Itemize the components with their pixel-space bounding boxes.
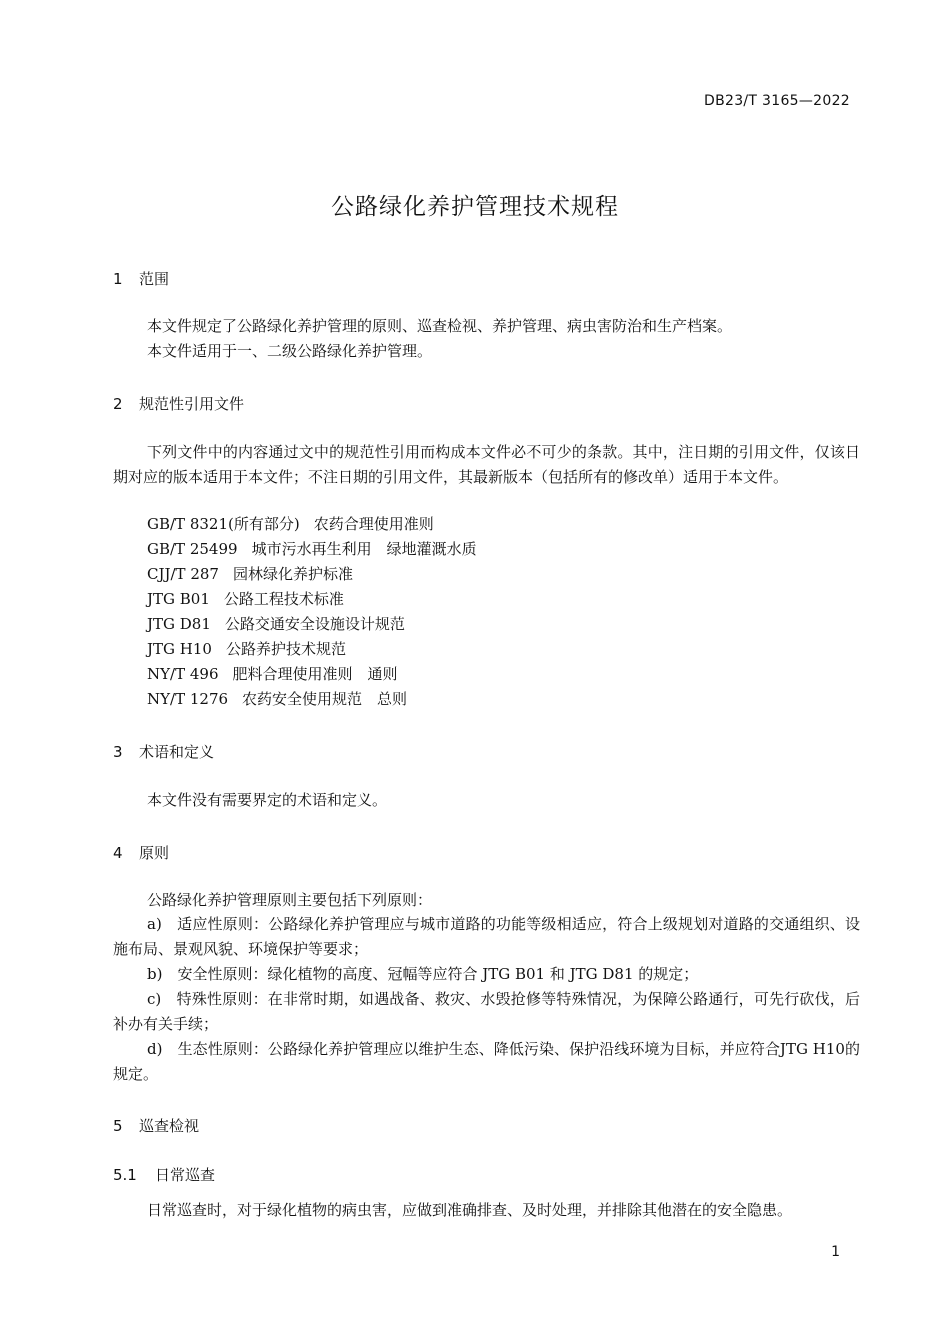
document-code: DB23/T 3165—2022 [704,93,850,109]
section-number: 2 [113,395,123,413]
section-title: 原则 [139,844,170,862]
reference-code: JTG B01 [147,590,210,608]
reference-list [147,512,477,712]
section-5-1-heading [113,1164,215,1185]
reference-code: JTG D81 [147,615,211,633]
section-5-heading [113,1115,199,1136]
reference-code: GB/T 8321(所有部分) [147,515,300,533]
reference-name: 肥料合理使用准则 通则 [232,665,398,683]
section-title: 范围 [139,270,170,288]
reference-item [147,512,477,537]
reference-name: 公路工程技术标准 [223,590,344,608]
document-title: 公路绿化养护管理技术规程 [331,194,619,220]
principle-item-b: b) 安全性原则：绿化植物的高度、冠幅等应符合 JTG B01 和 JTG D81 的规定； [147,965,699,983]
section-2-intro: 下列文件中的内容通过文中的规范性引用而构成本文件必不可少的条款。其中，注日期的引用文件，仅该日期对应的版本适用于本文件；不注日期的引用文件，其最新版本（包括所有的修改单）适用于本文件。 [113,443,860,486]
section-3-heading [113,741,214,762]
section-title: 日常巡查 [155,1166,216,1184]
reference-item [147,612,477,637]
principle-item-a: a) 适应性原则：公路绿化养护管理应与城市道路的功能等级相适应，符合上级规划对道路的交通组织、设施布局、景观风貌、环境保护等要求； [113,915,860,958]
section-title: 术语和定义 [139,743,215,761]
section-1-paragraph-2: 本文件适用于一、二级公路绿化养护管理。 [147,342,433,360]
reference-code: NY/T 1276 [147,690,229,708]
section-number: 1 [113,270,123,288]
section-title: 规范性引用文件 [139,395,245,413]
section-number: 4 [113,844,123,862]
reference-name: 农药合理使用准则 [313,515,434,533]
section-number: 5 [113,1117,123,1135]
page-number: 1 [831,1244,840,1260]
section-4-intro: 公路绿化养护管理原则主要包括下列原则： [147,891,433,909]
reference-item [147,537,477,562]
section-3-paragraph-1: 本文件没有需要界定的术语和定义。 [147,791,388,809]
reference-name: 园林绿化养护标准 [232,565,353,583]
section-5-1-paragraph-1: 日常巡查时，对于绿化植物的病虫害，应做到准确排查、及时处理，并排除其他潜在的安全隐患。 [147,1201,793,1219]
reference-code: NY/T 496 [147,665,219,683]
section-number: 3 [113,743,123,761]
reference-name: 公路交通安全设施设计规范 [224,615,405,633]
section-number: 5.1 [113,1166,137,1184]
section-1-paragraph-1: 本文件规定了公路绿化养护管理的原则、巡查检视、养护管理、病虫害防治和生产档案。 [147,317,733,335]
reference-item [147,562,477,587]
reference-name: 农药安全使用规范 总则 [242,690,408,708]
section-1-heading [113,268,169,289]
reference-code: CJJ/T 287 [147,565,219,583]
reference-item [147,587,477,612]
section-4-heading [113,842,169,863]
section-2-heading [113,393,244,414]
reference-code: GB/T 25499 [147,540,238,558]
reference-item [147,637,477,662]
section-title: 巡查检视 [139,1117,200,1135]
principle-item-d: d) 生态性原则：公路绿化养护管理应以维护生态、降低污染、保护沿线环境为目标，并应符合JTG H10的规定。 [113,1040,860,1083]
reference-name: 公路养护技术规范 [225,640,346,658]
principle-item-c: c) 特殊性原则：在非常时期，如遇战备、救灾、水毁抢修等特殊情况，为保障公路通行，可先行砍伐，后补办有关手续； [113,990,860,1033]
reference-item [147,662,477,687]
reference-item [147,687,477,712]
reference-code: JTG H10 [147,640,212,658]
reference-name: 城市污水再生利用 绿地灌溉水质 [251,540,477,558]
